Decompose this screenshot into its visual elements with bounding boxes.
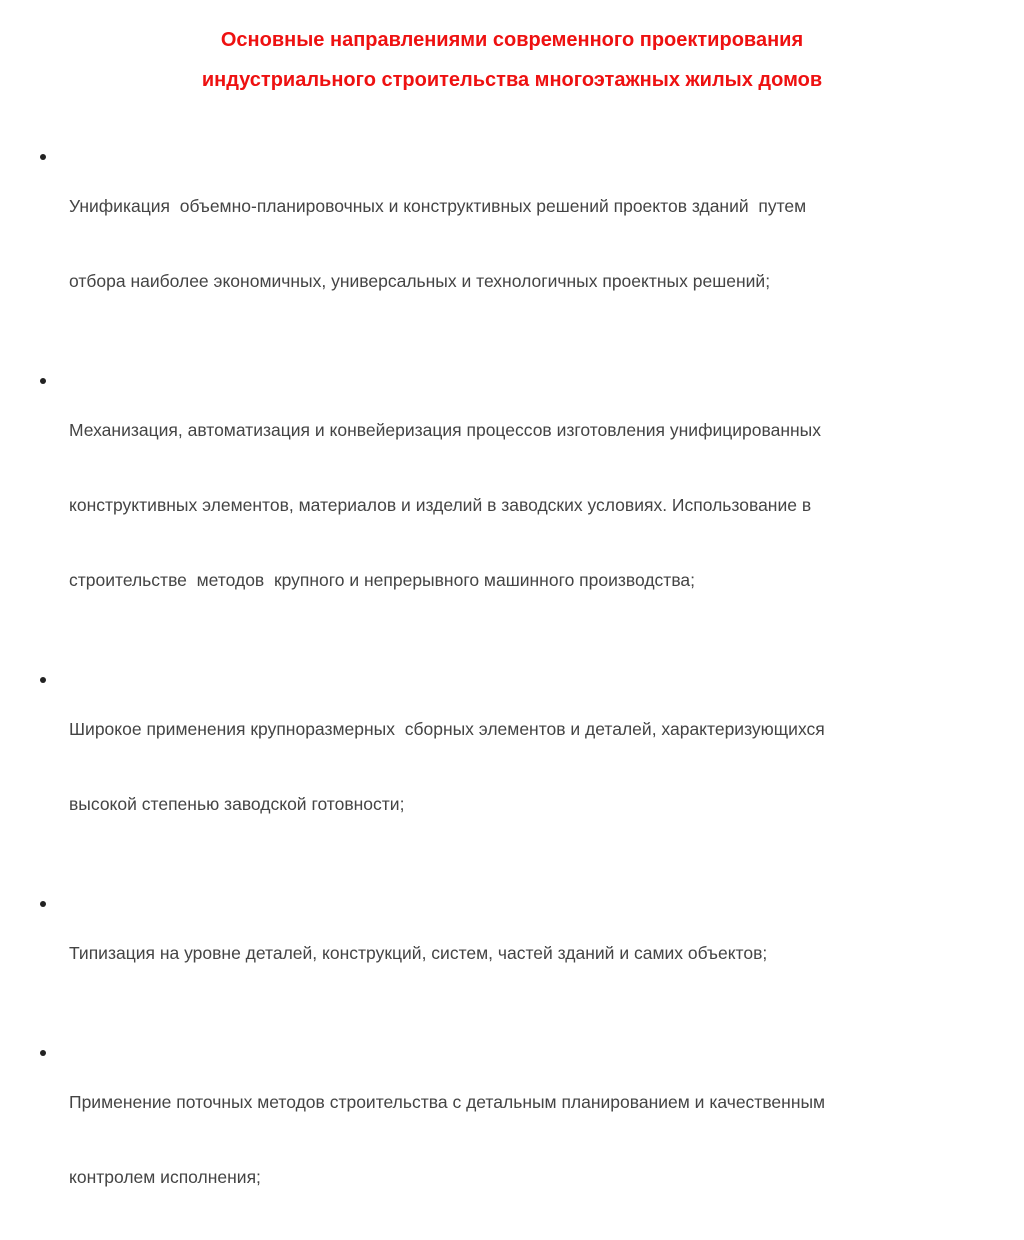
bullet-line: Механизация, автоматизация и конвейеризация процессов изготовления унифицированных xyxy=(69,420,822,440)
bullet-text xyxy=(69,891,1000,1016)
bullet-item xyxy=(40,144,1000,344)
bullet-text xyxy=(69,144,1000,344)
bullet-line: Применение поточных методов строительства с детальным планированием и качественным xyxy=(69,1092,826,1112)
bullet-line: отбора наиболее экономичных, универсальных и технологичных проектных решений; xyxy=(69,271,771,291)
bullet-dot-icon xyxy=(40,901,46,907)
bullet-line: конструктивных элементов, материалов и изделий в заводских условиях. Использование в xyxy=(69,495,812,515)
slide-title-line-2: индустриального строительства многоэтажных жилых домов xyxy=(201,69,823,91)
bullet-line: Унификация объемно-планировочных и конструктивных решений проектов зданий путем xyxy=(69,196,807,216)
bullet-line: высокой степенью заводской готовности; xyxy=(69,794,405,814)
bullet-item xyxy=(40,667,1000,867)
bullet-dot-icon xyxy=(40,677,46,683)
bullet-line: строительстве методов крупного и непрерывного машинного производства; xyxy=(69,570,696,590)
slide-title-line-1: Основные направлениями современного проектирования xyxy=(220,29,804,51)
bullet-item xyxy=(40,1040,1000,1240)
bullet-item xyxy=(40,891,1000,1016)
bullet-dot-icon xyxy=(40,154,46,160)
bullet-dot-icon xyxy=(40,378,46,384)
bullet-item xyxy=(40,368,1000,643)
bullet-dot-icon xyxy=(40,1050,46,1056)
bullet-line: контролем исполнения; xyxy=(69,1167,261,1187)
slide-title xyxy=(60,20,964,100)
bullet-line: Типизация на уровне деталей, конструкций, систем, частей зданий и самих объектов; xyxy=(69,943,768,963)
bullet-line: Широкое применения крупноразмерных сборных элементов и деталей, характеризующихся xyxy=(69,719,825,739)
bullet-text xyxy=(69,1040,1000,1240)
bullet-list xyxy=(40,144,1000,1240)
bullet-text xyxy=(69,667,1000,867)
bullet-text xyxy=(69,368,1000,643)
